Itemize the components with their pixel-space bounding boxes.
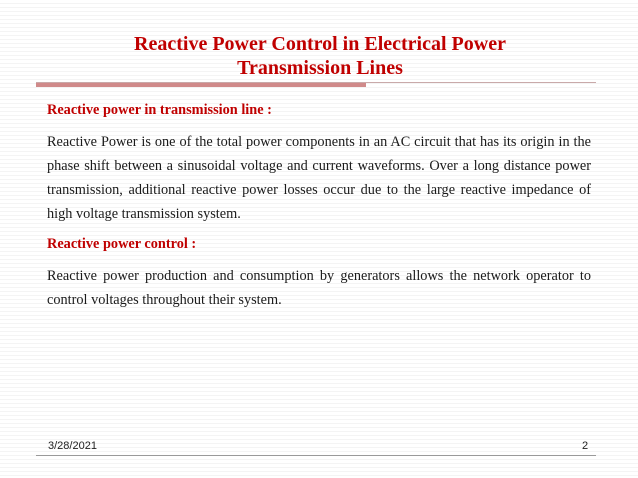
slide-title-line2: Transmission Lines: [237, 57, 403, 79]
section-paragraph-power-control: Reactive power production and consumption by generators allows the network operator to control voltages throughout their system.: [47, 268, 591, 308]
title-accent-bar: [36, 83, 366, 87]
slide-body: [47, 98, 591, 318]
section-heading-transmission-line: Reactive power in transmission line :: [47, 102, 272, 118]
section-paragraph-transmission-line: Reactive Power is one of the total power components in an AC circuit that has its origin in the phase shift between a sinusoidal voltage and current waveforms. Over a long distance power transmission, additional reactive power losses occur due to the large reactive impedance of high voltage transmission system.: [47, 134, 591, 222]
footer-date: 3/28/2021: [48, 440, 97, 452]
footer-divider: [36, 455, 596, 456]
section-heading-power-control: Reactive power control :: [47, 236, 197, 252]
slide-title: [60, 32, 580, 80]
footer-page-number: 2: [582, 440, 589, 452]
slide-title-line1: Reactive Power Control in Electrical Power: [134, 33, 506, 55]
